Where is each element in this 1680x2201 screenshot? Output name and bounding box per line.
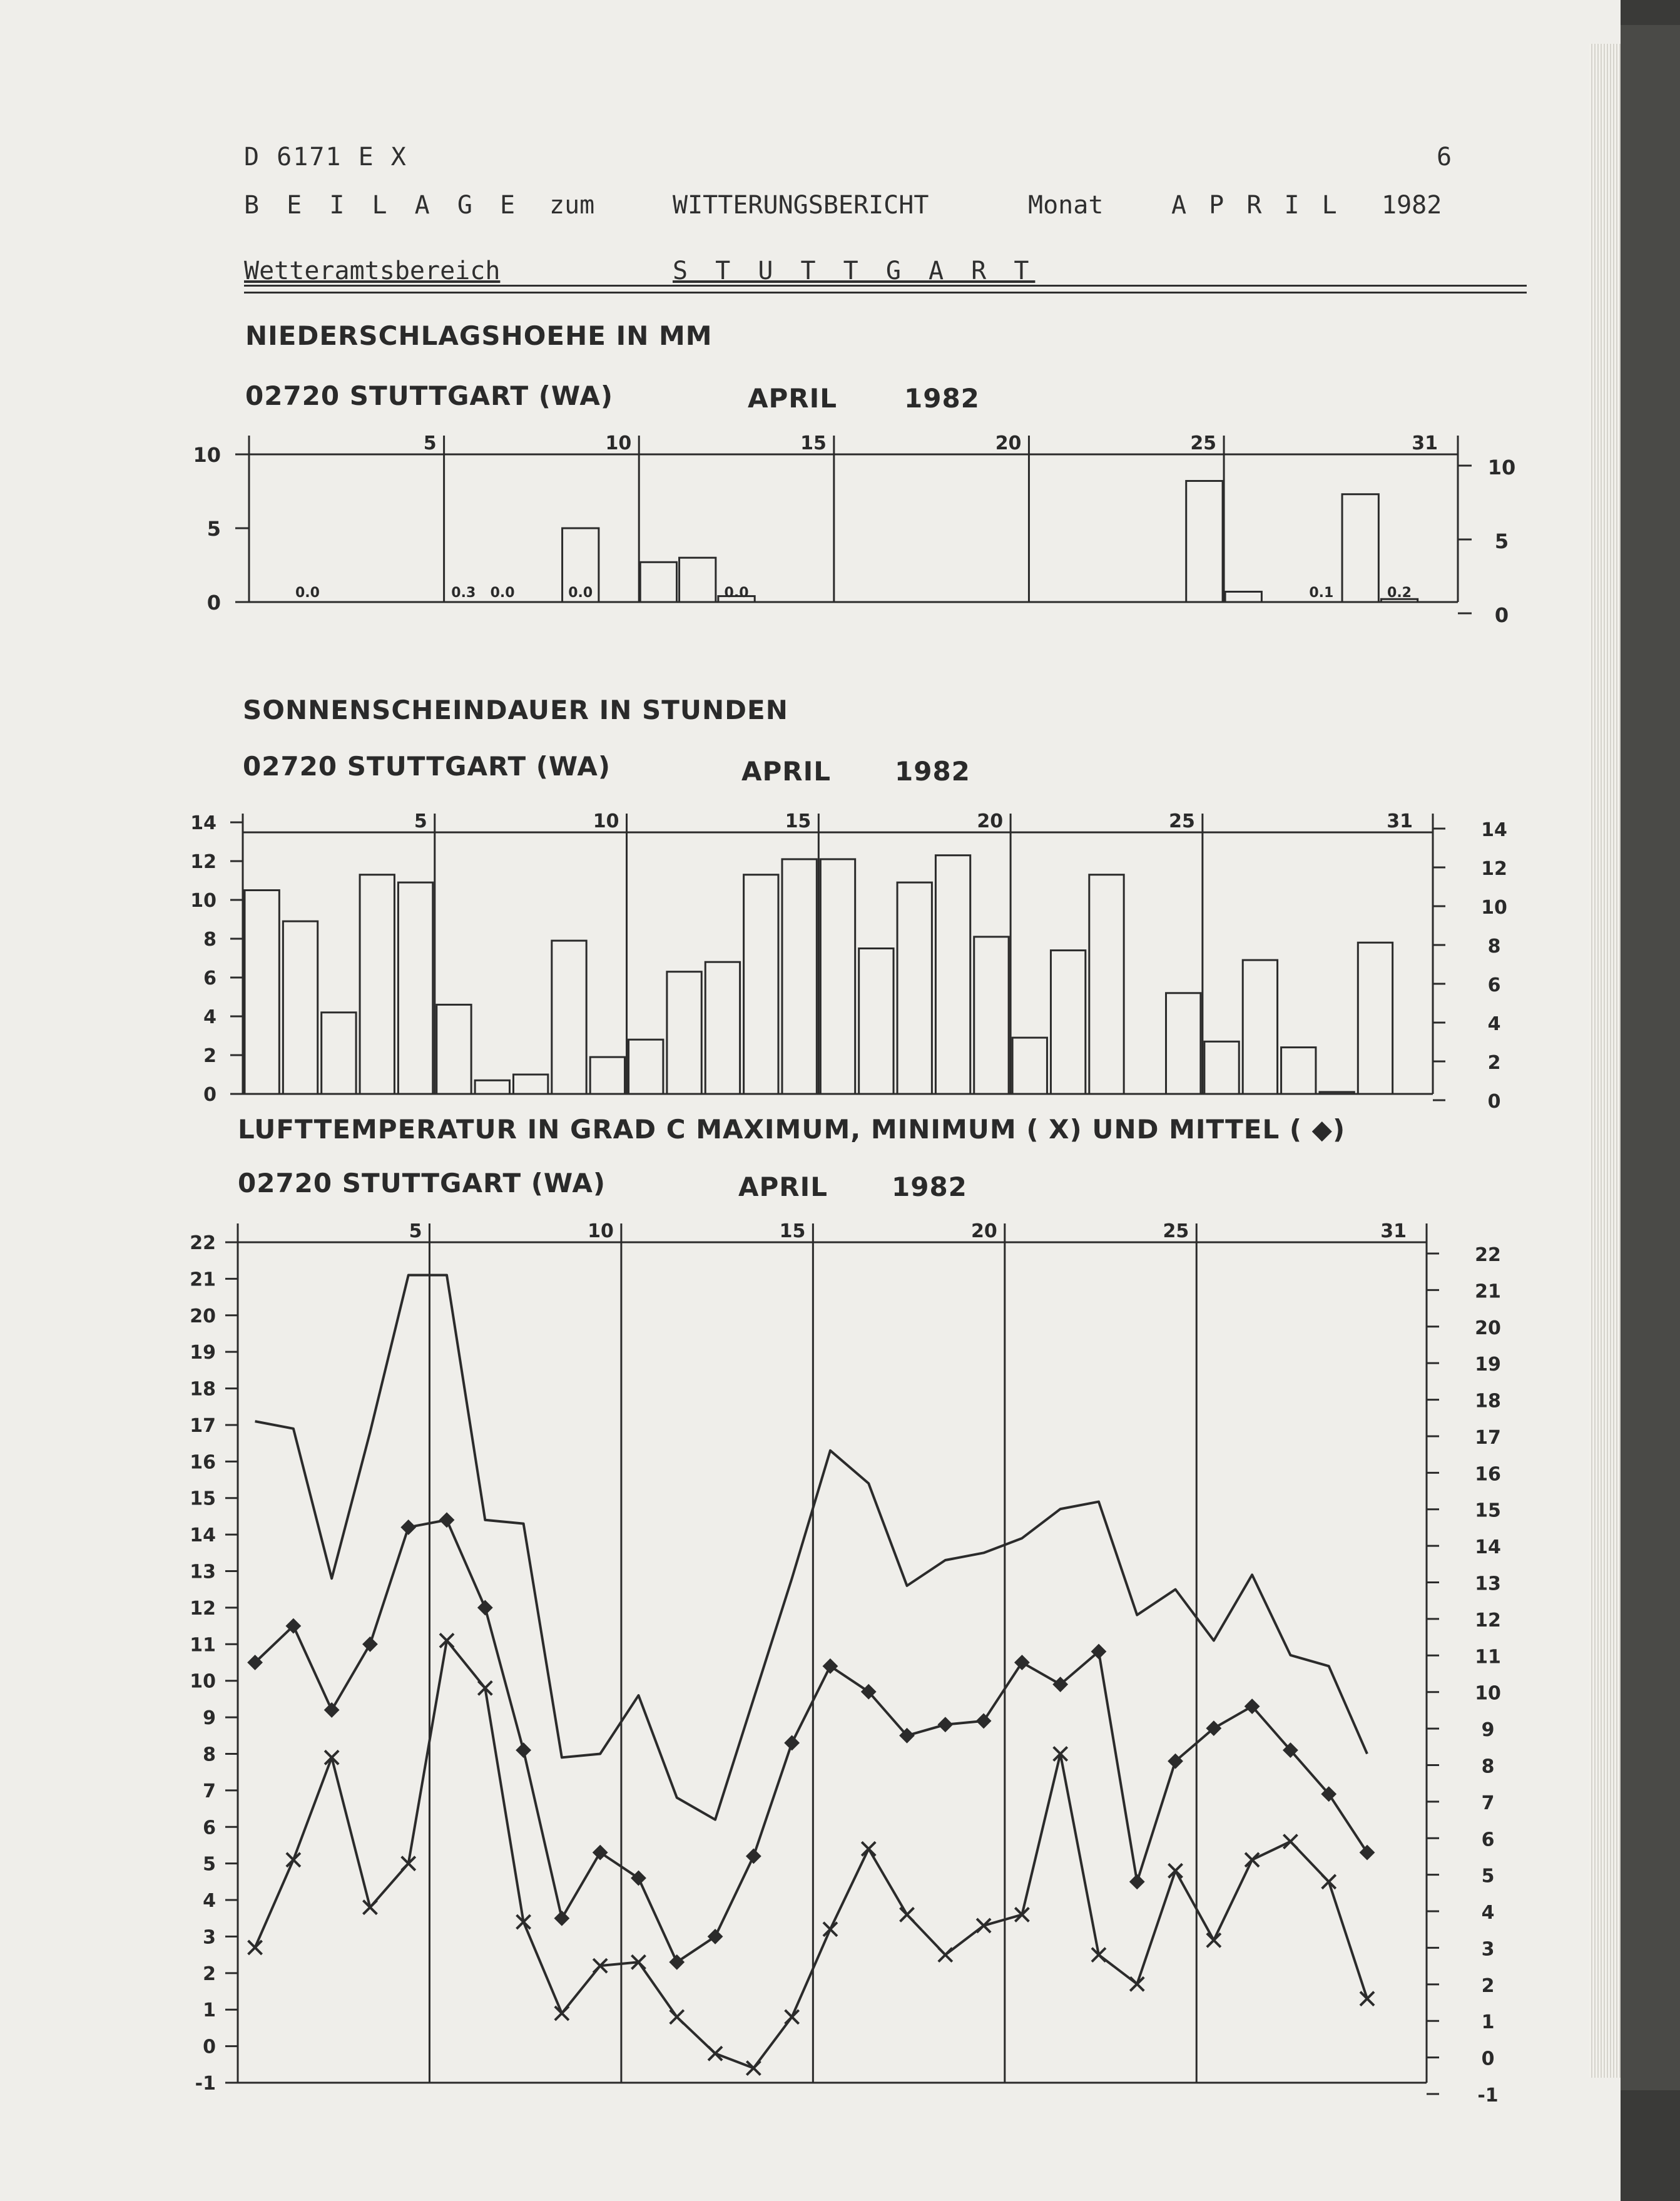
sun-bar-day-11 — [629, 1039, 663, 1094]
temp-ytick-label-left: 21 — [190, 1269, 216, 1291]
temp-mittel-marker-day-13 — [708, 1929, 722, 1943]
temp-mittel-marker-day-15 — [785, 1736, 799, 1750]
temp-ytick-label-right: 1 — [1481, 2011, 1495, 2034]
sun-bar-day-18 — [897, 882, 932, 1094]
sun-title: SONNENSCHEINDAUER IN STUNDEN — [243, 695, 788, 725]
temp-min-marker-day-16 — [823, 1923, 837, 1936]
sun-frame — [243, 814, 1433, 1094]
temp-ytick-label-right: 4 — [1481, 1902, 1495, 1924]
temp-mittel-marker-day-24 — [1130, 1875, 1144, 1889]
sun-ytick-label-left: 0 — [203, 1084, 216, 1106]
document-code: D 6171 E X — [244, 143, 407, 171]
temp-mittel-marker-day-5 — [402, 1520, 415, 1534]
temp-min-marker-day-28 — [1283, 1835, 1297, 1849]
sun-ytick-label-left: 8 — [203, 929, 216, 951]
temp-ytick-label-left: -1 — [195, 2073, 216, 2095]
month-name: A P R I L — [1171, 191, 1341, 220]
precip-data-label-day-9: 0.0 — [568, 585, 593, 601]
temp-min-marker-day-27 — [1245, 1853, 1259, 1867]
report-label: WITTERUNGSBERICHT — [673, 191, 929, 220]
temp-ytick-label-right: 18 — [1475, 1390, 1501, 1412]
temp-min-marker-day-1 — [248, 1941, 262, 1954]
monat-label: Monat — [1028, 191, 1104, 220]
precip-day-label-10: 10 — [605, 432, 632, 454]
sun-bar-day-13 — [705, 962, 740, 1094]
temp-ytick-label-left: 11 — [190, 1634, 216, 1657]
sun-ytick-label-right: 4 — [1487, 1013, 1501, 1035]
precip-bar-day-26 — [1225, 591, 1261, 602]
temp-year: 1982 — [892, 1172, 967, 1202]
temp-min-marker-day-14 — [746, 2061, 760, 2075]
sun-station: 02720 STUTTGART (WA) — [243, 751, 611, 782]
precip-bar-day-11 — [640, 562, 676, 602]
temp-min-marker-day-18 — [900, 1907, 914, 1921]
sun-ytick-label-right: 6 — [1487, 974, 1501, 996]
precip-day-label-5: 5 — [423, 432, 437, 454]
precip-data-label-day-13: 0.0 — [724, 585, 749, 601]
sun-bar-day-27 — [1243, 960, 1277, 1094]
temp-ytick-label-right: 3 — [1481, 1938, 1495, 1961]
temp-ytick-label-right: 5 — [1481, 1865, 1495, 1887]
bereich-label: Wetteramtsbereich — [244, 257, 501, 285]
temp-ytick-label-right: 0 — [1481, 2048, 1495, 2070]
sun-bar-day-1 — [245, 891, 279, 1095]
temp-ytick-label-left: 0 — [203, 2036, 216, 2058]
temp-min-marker-day-2 — [287, 1853, 300, 1867]
sun-month: APRIL — [741, 756, 832, 787]
sun-ytick-label-right: 12 — [1481, 858, 1507, 880]
temp-frame — [238, 1223, 1427, 2083]
temp-ytick-label-right: 22 — [1475, 1244, 1501, 1266]
precip-station: 02720 STUTTGART (WA) — [245, 380, 614, 411]
temp-ytick-label-left: 17 — [190, 1414, 216, 1437]
precip-day-label-20: 20 — [995, 432, 1022, 454]
temp-mittel-marker-day-20 — [977, 1714, 990, 1728]
temp-day-label-15: 15 — [779, 1220, 806, 1242]
precip-bar-day-12 — [680, 558, 716, 602]
sun-bar-day-26 — [1204, 1041, 1239, 1094]
sun-ytick-label-left: 12 — [190, 851, 216, 873]
sun-bar-day-12 — [667, 972, 701, 1094]
sun-day-label-10: 10 — [593, 810, 619, 832]
temp-mittel-marker-day-9 — [555, 1911, 569, 1925]
year-label: 1982 — [1382, 191, 1442, 220]
zum-label: zum — [549, 191, 595, 220]
temp-day-label-10: 10 — [588, 1220, 614, 1242]
temp-min-marker-day-29 — [1322, 1875, 1336, 1889]
temp-ytick-label-right: 14 — [1475, 1536, 1501, 1559]
sun-bar-day-29 — [1320, 1092, 1354, 1094]
temp-ytick-label-left: 22 — [190, 1232, 216, 1254]
sun-ytick-label-left: 4 — [203, 1006, 216, 1028]
temp-mittel-marker-day-16 — [823, 1659, 837, 1673]
temp-ytick-label-right: 6 — [1481, 1829, 1495, 1851]
temp-ytick-label-left: 1 — [203, 1999, 216, 2022]
temp-ytick-label-left: 3 — [203, 1926, 216, 1949]
temp-min-marker-day-26 — [1207, 1933, 1221, 1947]
precip-ytick-label-left: 10 — [193, 443, 221, 467]
temp-mittel-marker-day-8 — [517, 1744, 531, 1757]
precip-day-label-25: 25 — [1190, 432, 1217, 454]
sun-bar-day-8 — [513, 1075, 547, 1094]
sun-bar-day-19 — [935, 855, 970, 1094]
precip-ytick-label-left: 0 — [206, 591, 221, 615]
sun-bar-day-28 — [1281, 1048, 1316, 1094]
temp-ytick-label-right: 2 — [1481, 1974, 1495, 1997]
sun-bar-day-17 — [859, 949, 893, 1095]
sun-ytick-label-right: 0 — [1487, 1091, 1501, 1113]
temp-ytick-label-left: 9 — [203, 1707, 216, 1730]
sun-day-label-20: 20 — [977, 810, 1004, 832]
temp-mittel-marker-day-19 — [939, 1718, 952, 1732]
sun-bar-day-25 — [1166, 993, 1201, 1094]
sun-bar-day-16 — [820, 859, 855, 1094]
temp-ytick-label-right: 10 — [1475, 1682, 1501, 1705]
temp-ytick-label-left: 8 — [203, 1744, 216, 1766]
precip-ytick-label-right: 10 — [1487, 456, 1516, 479]
sun-ytick-label-right: 10 — [1481, 897, 1507, 919]
precip-data-label-day-7: 0.0 — [490, 585, 515, 601]
sun-bar-day-15 — [782, 859, 817, 1094]
temp-ytick-label-left: 10 — [190, 1670, 216, 1693]
temp-min-marker-day-19 — [939, 1948, 952, 1962]
precip-ytick-label-left: 5 — [206, 517, 221, 541]
beilage-label: B E I L A G E — [244, 191, 522, 220]
temp-mittel-marker-day-30 — [1360, 1846, 1374, 1859]
sun-bar-day-4 — [360, 875, 394, 1094]
sun-day-label-5: 5 — [414, 810, 427, 832]
sun-bar-day-6 — [437, 1004, 471, 1094]
temp-mittel-marker-day-4 — [363, 1637, 377, 1651]
temp-ytick-label-left: 14 — [190, 1524, 216, 1547]
sun-ytick-label-right: 8 — [1487, 936, 1501, 958]
temp-ytick-label-right: 12 — [1475, 1609, 1501, 1632]
temp-min-marker-day-17 — [862, 1842, 875, 1856]
precip-day-label-15: 15 — [800, 432, 827, 454]
precip-frame — [249, 436, 1458, 602]
temp-min-marker-day-9 — [555, 2006, 569, 2020]
temp-mittel-marker-day-12 — [670, 1955, 684, 1969]
temp-station: 02720 STUTTGART (WA) — [238, 1168, 606, 1198]
temp-min-marker-day-15 — [785, 2010, 799, 2024]
temp-ytick-label-right: 7 — [1481, 1792, 1495, 1814]
sun-bar-day-21 — [1012, 1038, 1047, 1094]
temp-ytick-label-left: 15 — [190, 1488, 216, 1510]
sun-ytick-label-right: 2 — [1487, 1052, 1501, 1074]
precip-bar-day-29 — [1342, 494, 1378, 602]
temp-mittel-marker-day-21 — [1015, 1656, 1029, 1670]
temp-day-label-31: 31 — [1380, 1220, 1407, 1242]
temp-ytick-label-left: 7 — [203, 1780, 216, 1802]
temp-ytick-label-right: 16 — [1475, 1463, 1501, 1486]
temp-mittel-marker-day-11 — [631, 1871, 645, 1885]
temp-ytick-label-left: 13 — [190, 1561, 216, 1583]
temp-ytick-label-right: -1 — [1477, 2085, 1499, 2107]
sun-bar-day-3 — [322, 1013, 356, 1094]
precip-data-label-day-30: 0.2 — [1387, 585, 1412, 601]
precip-data-label-day-2: 0.0 — [295, 585, 320, 601]
sun-ytick-label-left: 2 — [203, 1045, 216, 1067]
temp-ytick-label-right: 13 — [1475, 1573, 1501, 1595]
sun-bar-day-23 — [1089, 875, 1124, 1094]
sun-ytick-label-right: 14 — [1481, 819, 1507, 841]
precip-data-label-day-6: 0.3 — [451, 585, 476, 601]
temp-mittel-marker-day-3 — [325, 1703, 339, 1717]
precip-bar-day-25 — [1186, 481, 1223, 602]
temp-min-marker-day-20 — [977, 1919, 990, 1933]
sun-year: 1982 — [895, 756, 970, 787]
temp-day-label-25: 25 — [1163, 1220, 1189, 1242]
sun-bar-day-30 — [1358, 942, 1392, 1094]
sun-bar-day-10 — [590, 1057, 624, 1094]
temp-ytick-label-left: 6 — [203, 1817, 216, 1839]
temp-ytick-label-left: 19 — [190, 1342, 216, 1364]
temp-ytick-label-right: 20 — [1475, 1317, 1501, 1339]
temp-mittel-marker-day-10 — [593, 1846, 607, 1859]
sun-bar-day-14 — [744, 875, 778, 1094]
temp-ytick-label-left: 5 — [203, 1853, 216, 1876]
precip-month: APRIL — [748, 383, 838, 414]
temp-min-marker-day-12 — [670, 2010, 684, 2024]
temp-ytick-label-left: 18 — [190, 1378, 216, 1401]
sun-day-label-31: 31 — [1387, 810, 1413, 832]
sun-bar-day-2 — [283, 921, 317, 1094]
sun-day-label-25: 25 — [1169, 810, 1195, 832]
temp-ytick-label-right: 15 — [1475, 1499, 1501, 1522]
sun-ytick-label-left: 6 — [203, 968, 216, 989]
temp-day-label-20: 20 — [971, 1220, 997, 1242]
temp-mittel-marker-day-6 — [440, 1513, 454, 1527]
temp-month: APRIL — [738, 1172, 828, 1202]
temp-min-marker-day-25 — [1169, 1864, 1183, 1877]
temp-ytick-label-right: 21 — [1475, 1280, 1501, 1303]
temp-mittel-marker-day-7 — [478, 1601, 492, 1615]
temp-ytick-label-right: 11 — [1475, 1646, 1501, 1668]
temp-mittel-marker-day-14 — [746, 1849, 760, 1863]
temp-ytick-label-left: 4 — [203, 1890, 216, 1912]
temp-ytick-label-left: 12 — [190, 1597, 216, 1620]
sun-bar-day-5 — [398, 882, 432, 1094]
sun-ytick-label-left: 10 — [190, 890, 216, 912]
temp-ytick-label-right: 9 — [1481, 1719, 1495, 1742]
precip-data-label-day-28: 0.1 — [1309, 585, 1334, 601]
temp-ytick-label-right: 17 — [1475, 1426, 1501, 1449]
temp-ytick-label-right: 8 — [1481, 1755, 1495, 1778]
temp-ytick-label-left: 16 — [190, 1451, 216, 1474]
precip-ytick-label-right: 0 — [1494, 603, 1509, 627]
temp-line-mittel — [255, 1520, 1367, 1963]
sun-bar-day-22 — [1051, 951, 1085, 1094]
sun-day-label-15: 15 — [785, 810, 812, 832]
sun-bar-day-9 — [552, 941, 586, 1094]
sun-ytick-label-left: 14 — [190, 812, 216, 834]
temp-ytick-label-right: 19 — [1475, 1354, 1501, 1376]
temp-day-label-5: 5 — [409, 1220, 422, 1242]
precip-day-label-31: 31 — [1412, 432, 1438, 454]
page-number: 6 — [1437, 143, 1453, 171]
bereich-name: S T U T T G A R T — [673, 257, 1036, 285]
sun-bar-day-7 — [475, 1080, 509, 1094]
temp-title: LUFTTEMPERATUR IN GRAD C MAXIMUM, MINIMUM ( X) UND MITTEL ( ◆) — [238, 1114, 1346, 1145]
sun-bar-day-20 — [974, 937, 1009, 1094]
temp-line-max — [255, 1275, 1367, 1820]
precip-year: 1982 — [904, 383, 980, 414]
temp-ytick-label-left: 20 — [190, 1305, 216, 1327]
precip-title: NIEDERSCHLAGSHOEHE IN MM — [245, 320, 713, 351]
temp-min-marker-day-24 — [1130, 1977, 1144, 1991]
temp-ytick-label-left: 2 — [203, 1963, 216, 1985]
temp-min-marker-day-13 — [708, 2046, 722, 2060]
precip-ytick-label-right: 5 — [1494, 529, 1509, 553]
temp-min-marker-day-30 — [1360, 1992, 1374, 2006]
